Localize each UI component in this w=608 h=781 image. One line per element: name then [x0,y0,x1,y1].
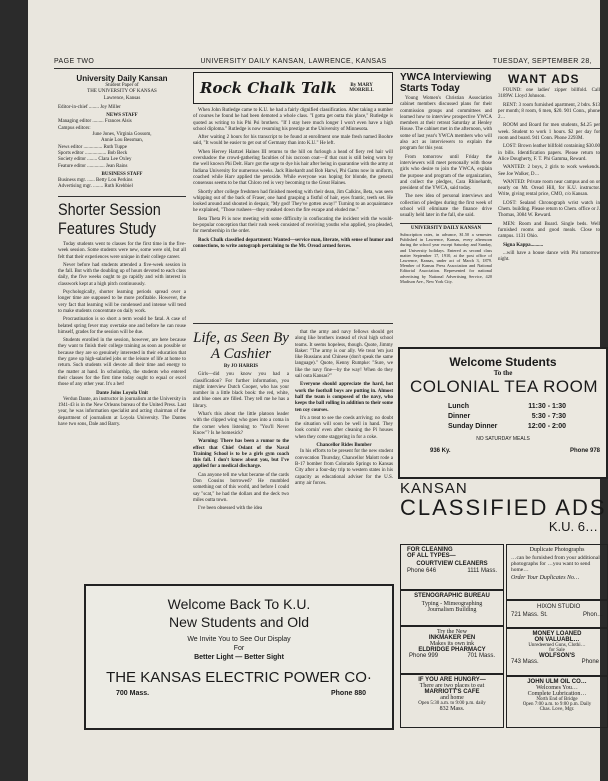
electric-welcome2: New Students and Old [168,614,310,630]
hixon-address: 721 Mass. St. [511,612,548,618]
rock-chalk-paragraph: Beta Theta Pi is now meeting with some difficulty in confiscating the incident with the would-be-popular conception that their rush week consisted of receiving youths who applied, yea pleaded, for membership in the order. [193,216,393,235]
electric-company: THE KANSAS ELECTRIC POWER CO· [106,669,372,686]
cleaning-ad [400,544,504,590]
colonial-footer [430,448,600,454]
page-date: TUESDAY, SEPTEMBER 28, [492,58,592,65]
eldridge-l2: INKMAKER PEN [428,635,476,641]
ulm-l2: Welcomes You… [536,685,578,691]
cleaning-l1: FOR CLEANING [407,547,453,553]
colonial-name: COLONIAL TEA ROOM [410,377,598,396]
rock-chalk-rule [193,323,393,324]
ulm-l6: Chas. Love, Mgr. [539,707,575,712]
eldridge-ad [400,626,504,674]
electric-phone: Phone 880 [330,690,366,697]
colonial-hours [448,403,566,430]
army-navy-body [295,330,393,487]
want-ads-list [498,88,600,263]
money-footer [511,659,599,665]
cashier-paragraph: Can anyone tell me what became of the cards Don Cousins borrowed? He mumbled something out of this world, and before I could say "scat," he had the dollars and the deck two miles outta town. [193,472,289,503]
news-staff-line: Sports editor ................. Bob Beck [58,150,128,156]
duplicate-title: Duplicate Photographs [529,547,585,553]
ulm-l1: JOHN ULM OIL CO… [527,679,587,685]
rock-chalk-paragraph: Shortly after college freshmen had finished meeting with their dean, Jim Calkins, Beta, was seen whipping out of the back of Fraser, one hand grasping a fistful of hair, eyes frantic, teeth set. He looked around and shouted in despair, "My god! They've gotten away!" Turning to an acquaintance he explained, "Those rushees—they sneaked down the fire escape and eluded me." [193,189,393,214]
duplicate-photos-ad [506,544,608,600]
want-ad: RENT: 3 room furnished apartment, 2 bdrs. $13 per month; 8 room, 6 men, $20. 901 Conn., phone 2… [498,102,600,121]
newspaper-page [28,0,607,781]
electric-for: For [233,645,245,652]
body-paragraph: Students enrolled in the session, however, are here because they want to finish their college training as soon as possible or because they are so genuinely interested in their education that they gave up high-salaried jobs or the leisure of life at home to return. Such students will devote all their time and energy to the matter at hand. In scholarship, the students who entered their classes for the first time today ought to equal or excel those of any other year. It's a bet! [58,338,186,388]
cashier-paragraph: What's this about the little platoon leader with the clipped wing who goes into a coma in the corner when listening to "You'll Never Know"? Is he homesick? [193,412,289,436]
masthead-line1: Student Paper of [105,83,139,88]
want-ad: WANTED: 2 boys, 2 girls to work weekends. See Joe Walker, D… [498,165,600,177]
masthead-name: University Daily Kansan [76,74,168,83]
cleaning-l2: OF ALL TYPES— [407,553,456,559]
meal-label: Sunday Dinner [448,423,498,430]
electric-footer [116,690,366,697]
army-paragraph: It's a treat to see the coeds arriving; no doubt the situation will soon be well in hand. They look cornin' even after cleaning the Pi houses when they come staggering in for a coke. [295,415,393,440]
udk-box-body: Subscription rates, in advance, $1.50 a semester. Published in Lawrence, Kansas, every afternoon during the school year except Saturday and Sunday, and University holidays. Entered as second class matter September 17, 1910, at the post office of Lawrence, Kansas, under act of March 3, 1879. Member of Kansas Press Association and National Editorial Association. Represented for national advertising by National Advertising Service, 420 Madison Ave., New York City. [400,231,492,284]
marriott-ad [400,674,504,728]
dante-title: Dante Joins Loyola Unit [96,390,148,396]
rock-chalk-paragraph: Rock Chalk classified department: Wanted—service man, literate, with sense of humor and connections, to write autograph pertaining to the Mt. Oread armed forces. [193,237,393,249]
money-l4: for Sale [549,648,565,653]
colonial-welcome: Welcome Students [449,355,557,369]
business-staff-line: Advertising mgr. ........ Ruth Krehbiel [58,184,133,190]
army-navy-column [295,330,393,578]
money-l1: MONEY LOANED [532,631,582,637]
want-ads [498,72,600,342]
meal-time: 12:00 - 2:00 [527,423,566,430]
rock-chalk-byline: By MARY MORRILL [349,83,374,93]
marriott-l5: Open 5:30 a.m. to 9:00 p.m. daily [418,701,486,706]
news-staff-line: News editor ............... Ruth Tuppe [58,144,128,150]
marriott-l3: MARRIOTT'S CAFE [424,689,480,695]
eldridge-l3: Makes its own ink [429,641,475,647]
meal-time: 11:30 - 1:30 [528,403,566,410]
want-ad: WANTED: Private room near campus and on or nearly on Mt. Oread Hill, for K.U. instructor. Write, giving rental price, CMO, c/o Kansan. [498,179,600,198]
rock-chalk-paragraph: After waiting 2 hours for his transcript to be found at enrollment one male fresh named Boohre said, "It would be easier to get out of Germany than into K.U." He left. [193,135,393,147]
news-staff-heading: NEWS STAFF [106,113,138,119]
classified-title3: K.U. 6… [548,519,598,534]
steno-l2: Journalism Building [427,607,477,613]
ywca-paragraph: The new idea of personal interviews and collection of pledges during the first week of school will eliminate the finance drive usually held later in the fall, she said. [400,194,492,219]
shorter-session-body [58,242,186,428]
colonial-address: 936 Ky. [430,448,451,454]
ywca-paragraph: From tomorrow until Friday the interviewers will meet personally with those girls who desire to join the YWCA, explain the purpose and program of the organization, and collect the pledges, Cara Rhinehardt, president of the YWCA, said today. [400,154,492,192]
marriott-l2: There are two places to eat [419,683,485,689]
news-staff-line: Managing editor ......... Frances Alsis [58,119,132,125]
cashier-body [193,372,289,512]
steno-l1: Typing - Mimeographing [421,601,483,607]
duplicate-cta: Order Your Duplicates No… [511,575,580,581]
body-paragraph: Procrastination is so short a term would be fatal. A case of belated spring fever may overtake one and before he can rouse himself, grades for the session will be due. [58,317,186,335]
want-ad: ROOM and Board for men students, $4.25 per week. Student to work 1 hours. $2 per day for room and board. 941 Conn. Phone 2293M. [498,123,600,142]
ywca-paragraph: Young Women's Christian Association cabinet members discussed plans for their commission groups and committees and learned how to interview prospective YWCA members at their retreat Saturday at Henley House. The cabinet met in the afternoon, with some of last year's YWCA members who will also act as interviewers to explain the program for this year. [400,96,492,152]
hixon-phone: Phon… [582,612,603,618]
ulm-oil-ad [506,676,608,728]
news-staff-line: Society editor ........ Clara Lee Oxley [58,157,132,163]
colonial-to-the: To the [493,369,513,377]
dante-body: Verdun Dante, an instructor in journalism at the University in 1941-43 is in the New Orleans bureau of the United Press. Last year, he was information specialist and acting chairman of the department of journalism at Loyola University. The Dantes have two sons, Dale and Barry. [58,396,186,428]
masthead-rule [58,196,186,197]
cashier-paragraph: Girls—did you know you had a classification? For further information, you might interview Dutch Cooper, who has your number in a little black book: the red, white, and blue ones are filled. They tell me he has a library. [193,372,289,409]
header-rule [54,68,600,69]
steno-ad [400,590,504,626]
page-number: PAGE TWO [54,58,95,65]
rock-chalk-column [193,72,393,252]
eldridge-address: 701 Mass. [467,653,495,659]
masthead-line2: THE UNIVERSITY OF KANSAS [87,89,157,95]
eldridge-l4: ELDRIDGE PHARMACY [418,647,486,653]
marriott-l6: 832 Mass. [439,706,465,712]
rock-chalk-paragraph: When John Rutledge came to K.U. he had a fairly dignified classification. After taking a number of courses he found he had been demoted a whole class. "I gotta get outta this place," Rutledge is quoted as writing to his Phi Psi brothers. "If I stay here much longer I won't even have a high school diploma." Rutledge is now resuming his prestige at the University of Minnesota. [193,108,393,132]
business-staff-line: Business mgr. ...... Betty Lou Perkins [58,178,133,184]
meal-time: 5:30 - 7:30 [531,413,566,420]
want-ad: LOST: Sealand Chronograph wrist watch in Chem. building. Please return to Chem. office or J. Thomas, 3084 W. Reward. [498,200,600,219]
kansas-electric-ad [84,584,394,730]
want-ad: FOUND: one ladies' zipper billfold. Call 3189W. Lloyd Johnson. [498,88,600,100]
cleaning-phone: Phone 646 [407,568,437,574]
cashier-headline: Life, as Seen By A Cashier [193,330,289,362]
money-l3: Unredeemed Guns, Clothi… [528,643,586,648]
body-paragraph: Today students went to classes for the first time in the five-week session. Some students were new, some were old, but all felt that their experiences were unique in their college career. [58,242,186,260]
rock-chalk-banner [193,72,393,104]
cleaning-address: 1111 Mass. [467,568,497,574]
ulm-l4: North End of Bridge [536,697,578,702]
electric-address: 700 Mass. [116,690,150,697]
electric-invite: We Invite You to See Our Display [187,636,291,643]
eldridge-phone: Phone 999 [409,653,439,659]
hours-row [448,423,566,430]
money-l5: WOLFSON'S [538,653,576,659]
hixon-ad [506,600,608,628]
masthead [58,74,186,191]
business-staff-heading: BUSINESS STAFF [101,171,143,177]
classified-title1: KANSAN [400,480,468,497]
classified-title2: CLASSIFIED ADS [400,495,607,520]
want-ad: LOST: Brown leather billfold containing $30.00 in bills. Identification papers. Please return to Alice Dougherty, F. T. Phi Gamma, Reward. [498,144,600,162]
colonial-phone: Phone 978 [569,448,600,454]
money-loaned-ad [506,628,608,676]
rock-chalk-body [193,108,393,250]
army-paragraph: Everyone should appreciate the hard, hot work the football boys are putting in. Almost half the team is composed of the navy, who keeps the ball rolling in addition to their some ten coy courses. [295,382,393,413]
marriott-l1: IF YOU ARE HUNGRY— [418,677,486,683]
hours-row [448,413,566,420]
hours-row [448,403,566,410]
cashier-paragraph: I've been obsessed with the idea [198,506,263,512]
page-header [54,58,592,65]
hixon-footer [511,612,603,618]
ulm-l5: Open 7:00 a.m. to 9:00 p.m. Daily [522,702,592,707]
meal-label: Dinner [448,413,471,420]
shorter-session-headline: Shorter Session Features Study [58,200,161,238]
masthead-line3: Lawrence, Kansas [103,95,141,101]
money-l2: ON VALUABL… [534,637,580,643]
news-staff-line: Annie Lou Bessman, [100,138,144,144]
eldridge-footer [409,653,495,659]
eldridge-l1: Try the New [436,629,468,635]
want-ad: MEN: Room and Board. Single beds. Well furnished rooms and good meals. Close to campus. 1131 Ohio. [498,221,600,240]
marriott-l4: and home [440,695,464,701]
kansan-classified-banner [400,480,607,544]
paper-title: UNIVERSITY DAILY KANSAN, LAWRENCE, KANSAS [200,58,387,65]
cleaning-l3: COURTVIEW CLEANERS [416,561,488,567]
rock-chalk-paragraph: When Hervey Hartzel Haines III returns to the hill on furlough a head of fiery red hair will overshadow the crowd-gathering faculties of his raccoon coat—if that coat is still being worn by the well known Phi Delt. Harv got the urge to dye his hair after being in quarantine with the army at Indiana University for numerous weeks. Jack Rinehardt and Bob Harwi, Phi Gams now in uniform, coached while Harv applied the peroxide. While everyone was hoping for blonde, the general consensus seems to be that Chloro red is very becoming to the Great Haines. [193,149,393,187]
want-ads-title: WANT ADS [508,72,580,86]
duplicate-body: …can be furnished from your additional photographs for …you want to send home… [511,555,600,573]
ulm-l3: Complete Lubrication… [527,691,587,697]
cashier-article [193,330,289,578]
bomber-body: In his efforts to be present for the new student convocation Thursday, Chancellor Malott rode a B-17 bomber from Colorado Springs to Kansas City after a four-day trip to western states in his capacity as educational adviser for the U.S. army air forces. [295,449,393,486]
electric-welcome1: Welcome Back To K.U. [167,596,311,612]
bomber-title: Chancellor Rides Bomber [316,443,372,449]
cashier-byline: By JO HARRIS [223,364,259,369]
want-ad: ...will have a house dance with Phi tomorrow night. [498,250,600,263]
colonial-tea-room-ad [398,347,608,479]
hixon-title: HIXON STUDIO [537,604,581,610]
body-paragraph: Never before had students attended a five-week session in the fall. But with the doubling up of hours devoted to each class daily, the five weeks ought to go rapidly and with interest in classwork kept at a high pitch continuously. [58,262,186,287]
body-paragraph: Psychologically, shorter learning periods spread over a longer time are supposed to be more profitable. However, the very fact that learning will be condensed and intense will tend to make students concentrate on daily work. [58,290,186,314]
cashier-paragraph: Warning: There has been a rumor to the effect that Chief Oslant of the Naval Training School is to be a girls gym coach this fall. I don't know about you, but I've applied for a medical discharge. [193,439,289,470]
news-staff-line: June Jones, Virginia Gossom, [92,132,152,138]
steno-title: STENOGRAPHIC BUREAU [414,593,490,599]
money-address: 743 Mass. [511,659,539,665]
ywca-body [400,96,492,220]
cleaning-footer [407,568,497,574]
masthead-editor: Editor-in-chief ........ Joy Miller [58,104,121,110]
want-ad: Signa Kappa.......... [503,242,544,248]
shorter-session-article [58,200,186,580]
rock-chalk-title: Rock Chalk Talk [200,79,337,97]
electric-lighting: Better Light — Better Sight [194,654,284,661]
meal-label: Lunch [448,403,469,410]
colonial-note: NO SATURDAY MEALS [476,436,530,442]
ywca-article [400,72,492,342]
ywca-headline: YWCA Interviewing Starts Today [400,72,492,94]
udk-box-title: UNIVERSITY DAILY KANSAN [400,223,492,232]
news-staff-line: Feature editor .............. Jean Rains [58,163,128,169]
news-staff-line: Campus editors: [58,125,91,131]
army-paragraph: that the army and navy fellows should get along like brothers instead of rival high school teams. It seems hopeless, though. Quote, Jimmy Baker: "The army is our ally. We treat 'em just like Russians and Chinese (don't speak the same language)." Quote, Kenny Rumpke: "Sure, we like the navy fine—by the way! When do they sail outa Kansas?" [295,330,393,380]
money-phone: Phone [581,659,599,665]
